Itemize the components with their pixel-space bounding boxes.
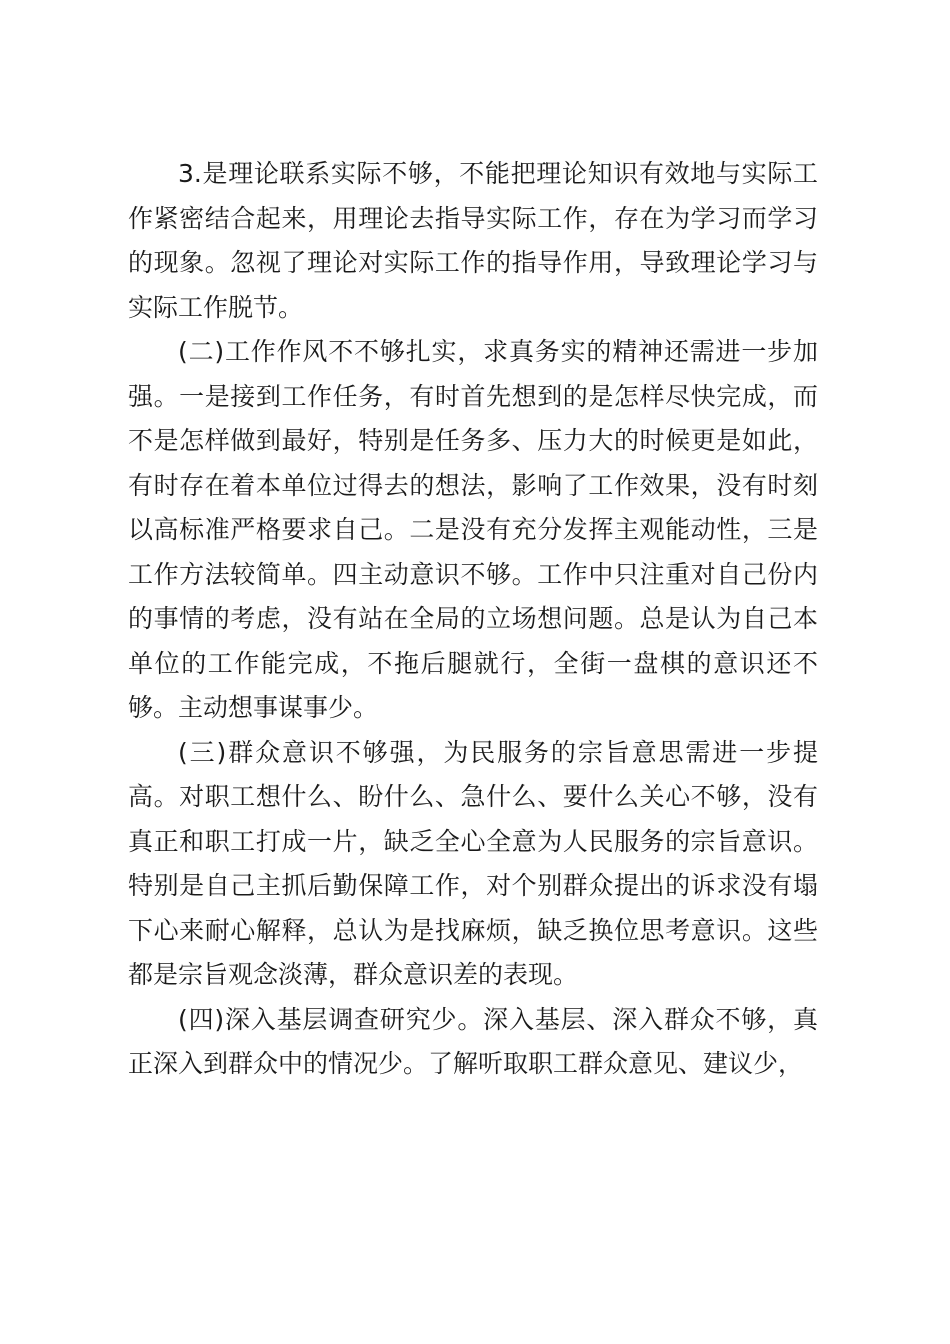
paragraph-theory-practice: 3.是理论联系实际不够，不能把理论知识有效地与实际工作紧密结合起来，用理论去指导实际工作，存在为学习而学习的现象。忽视了理论对实际工作的指导作用，导致理论学习与实际工作脱节。 [128, 159, 818, 322]
paragraph-mass-awareness: (三)群众意识不够强，为民服务的宗旨意思需进一步提高。对职工想什么、盼什么、急什么、要什么关心不够，没有真正和职工打成一片，缺乏全心全意为人民服务的宗旨意识。特别是自己主抓后勤保障工作，对个别群众提出的诉求没有塌下心来耐心解释，总认为是找麻烦，缺乏换位思考意识。这些都是宗旨观念淡薄，群众意识差的表现。 [128, 737, 818, 989]
paragraph-work-style: (二)工作作风不不够扎实，求真务实的精神还需进一步加强。一是接到工作任务，有时首先想到的是怎样尽快完成，而不是怎样做到最好，特别是任务多、压力大的时候更是如此，有时存在着本单位过得去的想法，影响了工作效果，没有时刻以高标准严格要求自己。二是没有充分发挥主观能动性，三是工作方法较简单。四主动意识不够。工作中只注重对自己份内的事情的考虑，没有站在全局的立场想问题。总是认为自己本单位的工作能完成，不拖后腿就行，全街一盘棋的意识还不够。主动想事谋事少。 [128, 337, 818, 722]
document-body [128, 152, 818, 1087]
paragraph-grassroots-research: (四)深入基层调查研究少。深入基层、深入群众不够，真正深入到群众中的情况少。了解听取职工群众意见、建议少， [128, 1004, 818, 1078]
